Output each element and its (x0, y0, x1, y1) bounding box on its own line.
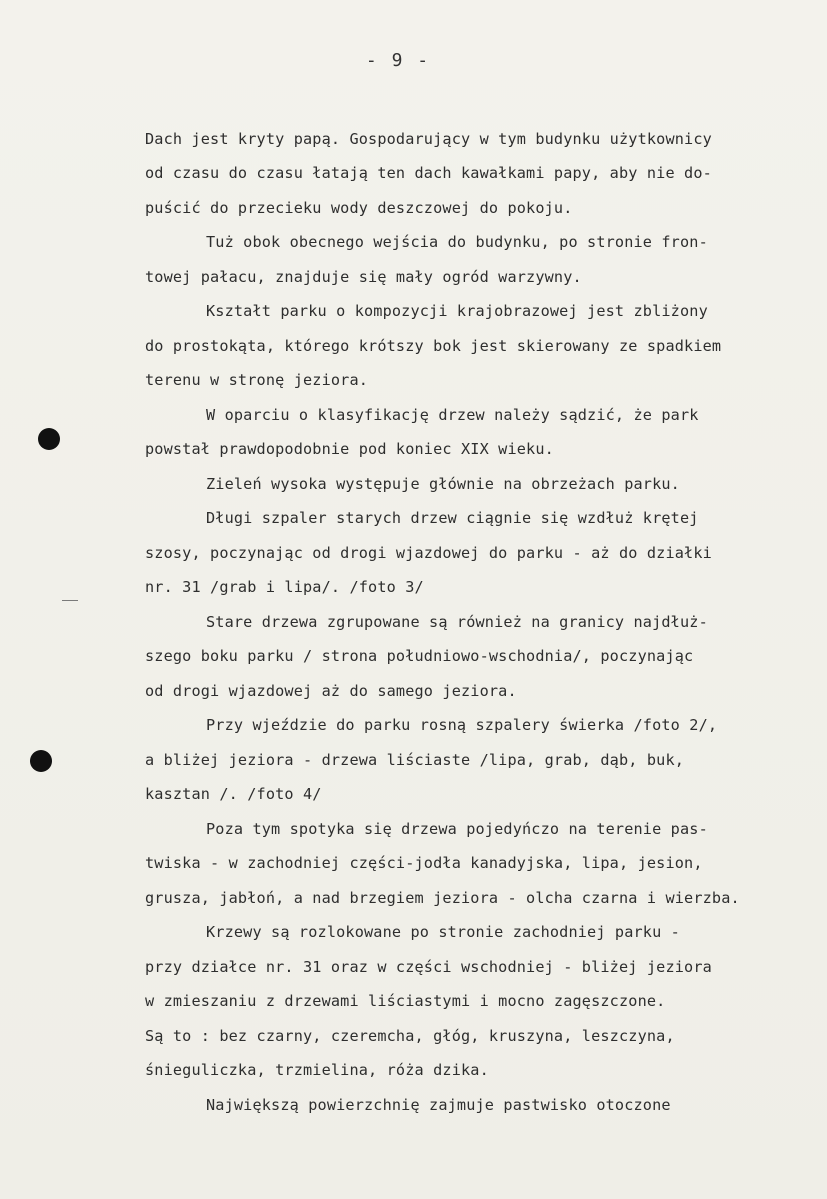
text-line-3: puścić do przecieku wody deszczowej do pokoju. (145, 199, 573, 217)
text-line-21: Poza tym spotyka się drzewa pojedyńczo na terenie pas- (206, 820, 708, 838)
text-line-14: nr. 31 /grab i lipa/. /foto 3/ (145, 578, 424, 596)
text-line-29: Największą powierzchnię zajmuje pastwisko otoczone (206, 1096, 671, 1114)
margin-mark (62, 600, 78, 601)
text-line-4: Tuż obok obecnego wejścia do budynku, po stronie fron- (206, 233, 708, 251)
text-line-24: Krzewy są rozlokowane po stronie zachodniej parku - (206, 923, 680, 941)
text-line-22: twiska - w zachodniej części-jodła kanadyjska, lipa, jesion, (145, 854, 703, 872)
punch-hole-bottom (30, 750, 52, 772)
text-line-19: a bliżej jeziora - drzewa liściaste /lipa, grab, dąb, buk, (145, 751, 685, 769)
text-line-23: grusza, jabłoń, a nad brzegiem jeziora - olcha czarna i wierzba. (145, 889, 740, 907)
text-line-7: do prostokąta, którego krótszy bok jest skierowany ze spadkiem (145, 337, 722, 355)
text-line-15: Stare drzewa zgrupowane są również na granicy najdłuż- (206, 613, 708, 631)
page-number: - 9 - (365, 50, 431, 71)
text-line-20: kasztan /. /foto 4/ (145, 785, 322, 803)
text-line-25: przy działce nr. 31 oraz w części wschodniej - bliżej jeziora (145, 958, 712, 976)
text-line-5: towej pałacu, znajduje się mały ogród warzywny. (145, 268, 582, 286)
punch-hole-top (38, 428, 60, 450)
text-line-1: Dach jest kryty papą. Gospodarujący w tym budynku użytkownicy (145, 130, 712, 148)
text-line-13: szosy, poczynając od drogi wjazdowej do parku - aż do działki (145, 544, 712, 562)
text-line-18: Przy wjeździe do parku rosną szpalery świerka /foto 2/, (206, 716, 718, 734)
text-line-10: powstał prawdopodobnie pod koniec XIX wieku. (145, 440, 554, 458)
text-line-8: terenu w stronę jeziora. (145, 371, 369, 389)
text-line-28: śnieguliczka, trzmielina, róża dzika. (145, 1061, 489, 1079)
text-line-26: w zmieszaniu z drzewami liściastymi i mocno zagęszczone. (145, 992, 666, 1010)
text-line-11: Zieleń wysoka występuje głównie na obrzeżach parku. (206, 475, 680, 493)
text-line-17: od drogi wjazdowej aż do samego jeziora. (145, 682, 517, 700)
text-line-9: W oparciu o klasyfikację drzew należy sądzić, że park (206, 406, 699, 424)
text-line-12: Długi szpaler starych drzew ciągnie się wzdłuż krętej (206, 509, 699, 527)
text-line-16: szego boku parku / strona południowo-wschodnia/, poczynając (145, 647, 694, 665)
text-line-6: Kształt parku o kompozycji krajobrazowej jest zbliżony (206, 302, 708, 320)
text-line-2: od czasu do czasu łatają ten dach kawałkami papy, aby nie do- (145, 164, 712, 182)
text-line-27: Są to : bez czarny, czeremcha, głóg, kruszyna, leszczyna, (145, 1027, 675, 1045)
